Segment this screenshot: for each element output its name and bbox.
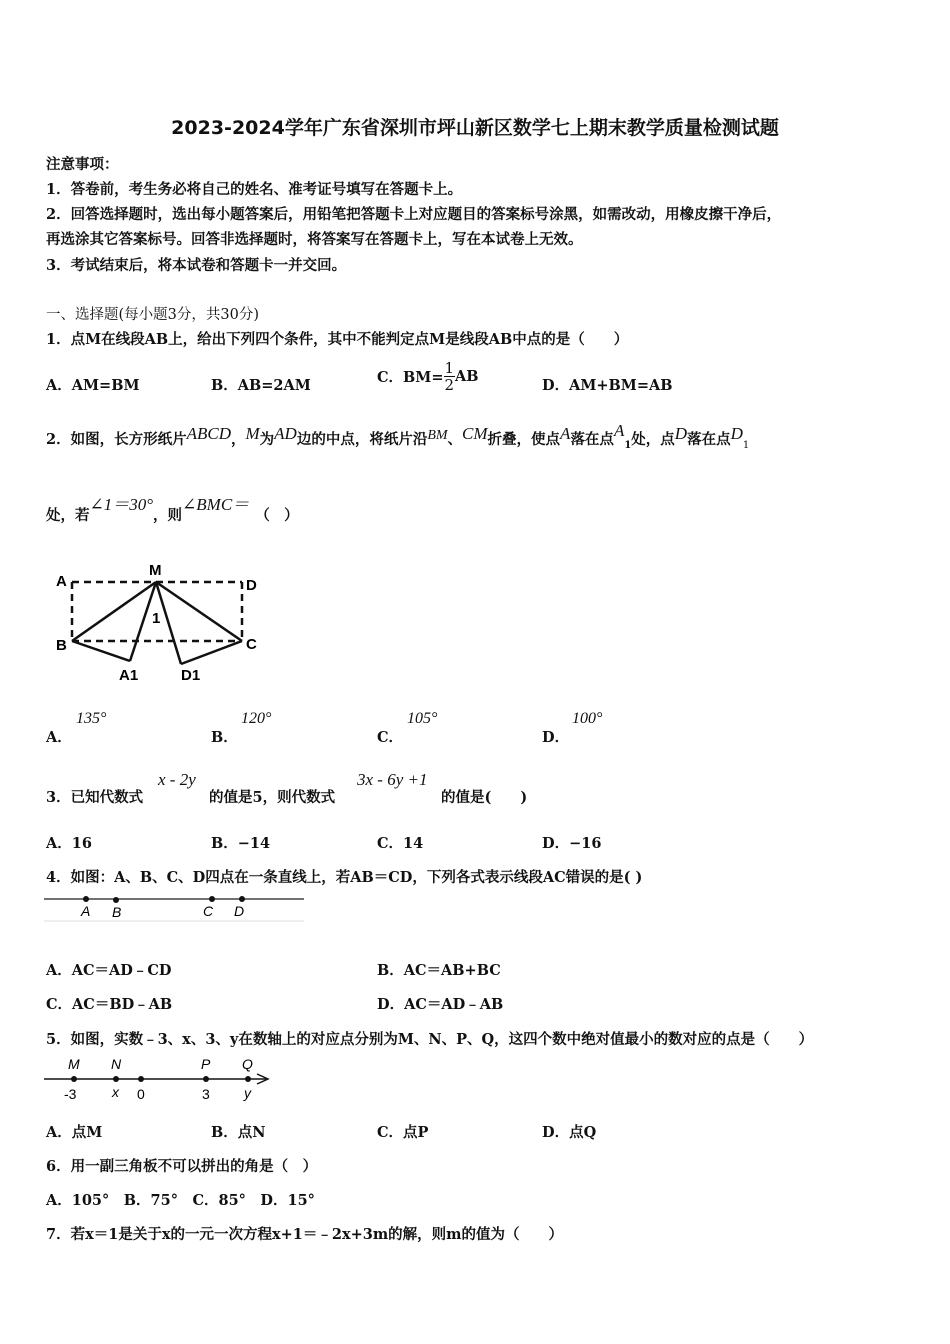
point-label: A1 [119, 667, 139, 684]
q3-stem-part1: 3．已知代数式 [46, 789, 144, 806]
point-label: D [234, 903, 245, 919]
tick-label: x [112, 1084, 119, 1100]
q2-option-a: A． [46, 729, 72, 746]
q3-option-a: A．16 [46, 835, 92, 852]
section-heading: 一、选择题(每小题3分，共30分) [46, 307, 259, 323]
notice-heading: 注意事项： [46, 156, 119, 173]
q5-option-c: C．点P [377, 1124, 429, 1141]
q3-expr1: x - 2y [158, 770, 196, 789]
angle-label: 1 [152, 610, 161, 627]
point-label: P [201, 1056, 211, 1072]
tick-label: 3 [202, 1086, 210, 1102]
point-label: C [246, 636, 257, 653]
q4-stem: 4．如图：A、B、C、D四点在一条直线上，若AB＝CD，下列各式表示线段AC错误的是( ) [46, 869, 643, 886]
q6-stem: 6．用一副三角板不可以拼出的角是（ ） [46, 1158, 318, 1175]
q2-option-b-value: 120° [241, 710, 272, 727]
q4-line-figure [44, 892, 306, 924]
q2-option-b: B． [211, 729, 238, 746]
q2-option-d-value: 100° [572, 710, 603, 727]
q1-option-b: B．AB=2AM [211, 377, 311, 394]
q1-option-a: A．AM=BM [46, 377, 140, 394]
q1-option-d: D．AM+BM=AB [542, 377, 673, 394]
q5-number-line [44, 1053, 276, 1103]
point-label: D [246, 577, 257, 594]
page-title: 2023-2024学年广东省深圳市坪山新区数学七上期末教学质量检测试题 [171, 117, 779, 139]
q1-option-c: C．BM= $\frac{1}{2}$ AB [377, 359, 479, 394]
point-label: A [81, 903, 91, 919]
point-label: M [68, 1056, 80, 1072]
notice-item: 再选涂其它答案标号。回答非选择题时，将答案写在答题卡上，写在本试卷上无效。 [46, 231, 583, 248]
q3-stem-part2: 的值是5，则代数式 [209, 789, 336, 806]
point-label: A [56, 573, 67, 590]
q5-option-d: D．点Q [542, 1124, 597, 1141]
point-label: Q [242, 1056, 253, 1072]
tick-label: -3 [64, 1086, 77, 1102]
q2-rectangle-figure [50, 560, 270, 685]
q2-stem-line2: 处，若∠1＝30°，则∠BMC＝（ ） [46, 495, 299, 524]
notice-item: 1．答卷前，考生务必将自己的姓名、准考证号填写在答题卡上。 [46, 181, 463, 198]
q1-stem: 1．点M在线段AB上，给出下列四个条件，其中不能判定点M是线段AB中点的是（ ） [46, 331, 629, 348]
q3-option-c: C．14 [377, 835, 424, 852]
tick-label: y [244, 1085, 251, 1101]
point-label: B [56, 637, 67, 654]
point-label: N [111, 1056, 122, 1072]
q5-option-a: A．点M [46, 1124, 103, 1141]
notice-item: 3．考试结束后，将本试卷和答题卡一并交回。 [46, 257, 347, 274]
tick-label: 0 [137, 1086, 145, 1102]
q3-option-b: B．−14 [211, 835, 271, 852]
q3-expr2: 3x - 6y +1 [357, 770, 428, 789]
point-label: B [112, 904, 122, 920]
q6-options: A．105° B．75° C．85° D．15° [46, 1192, 315, 1209]
notice-item: 2．回答选择题时，选出每小题答案后，用铅笔把答题卡上对应题目的答案标号涂黑，如需改动，用橡皮擦干净后， [46, 206, 782, 223]
q3-stem-part3: 的值是( ) [441, 789, 528, 806]
q5-option-b: B．点N [211, 1124, 266, 1141]
point-label: M [149, 562, 162, 579]
point-label: C [203, 903, 214, 919]
point-label: D1 [181, 667, 201, 684]
q2-option-a-value: 135° [76, 710, 107, 727]
fraction-half: $\frac{1}{2}$ [444, 359, 455, 394]
q7-stem: 7．若x＝1是关于x的一元一次方程x+1＝﹣2x+3m的解，则m的值为（ ） [46, 1226, 564, 1243]
q5-stem: 5．如图，实数﹣3、x、3、y在数轴上的对应点分别为M、N、P、Q，这四个数中绝对值最小的数对应的点是（ ） [46, 1031, 814, 1048]
q2-option-d: D． [542, 729, 570, 746]
q4-option-c: C．AC＝BD﹣AB [46, 996, 173, 1013]
q2-stem-line1: 2．如图，长方形纸片ABCD，M为AD边的中点，将纸片沿BM、CM折叠，使点A落在点$A_1$处，点D落在点$D_1$ [46, 421, 750, 451]
q4-option-b: B．AC＝AB+BC [377, 962, 501, 979]
q2-option-c: C． [377, 729, 404, 746]
q4-option-d: D．AC＝AD﹣AB [377, 996, 504, 1013]
q4-option-a: A．AC＝AD﹣CD [46, 962, 172, 979]
q2-option-c-value: 105° [407, 710, 438, 727]
q3-option-d: D．−16 [542, 835, 602, 852]
